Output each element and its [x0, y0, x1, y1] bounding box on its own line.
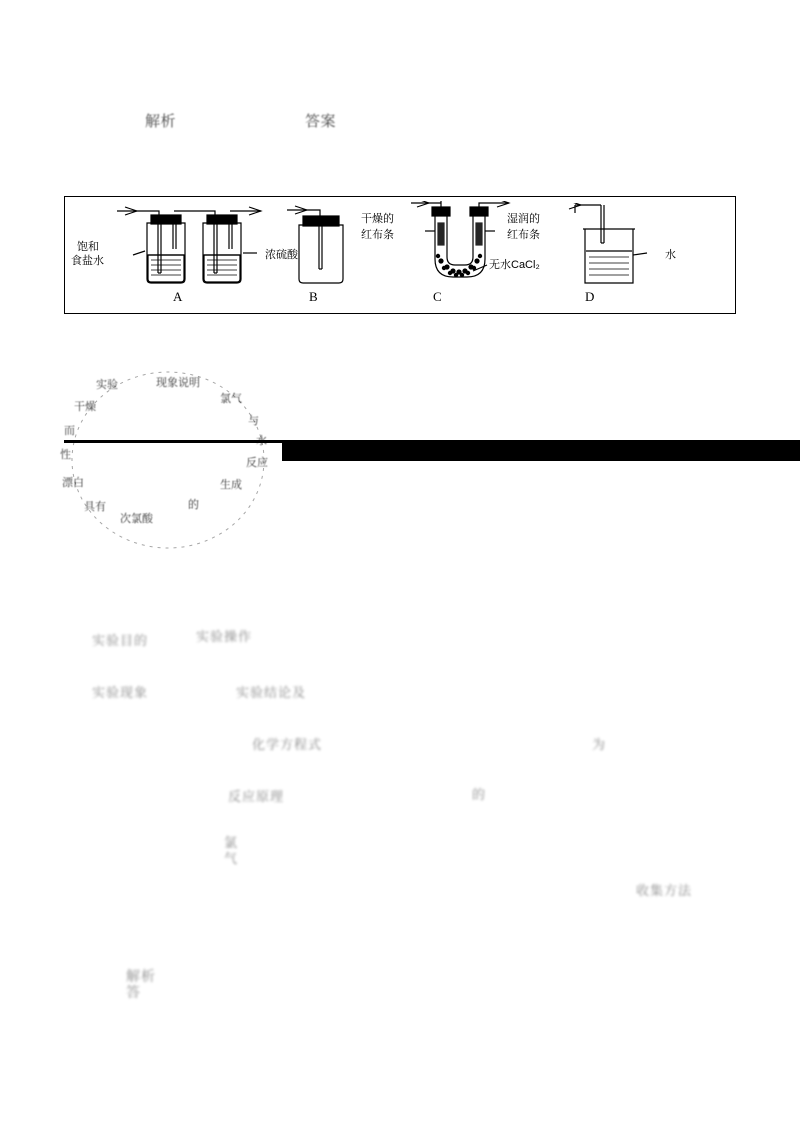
figure-letter-d: D — [585, 289, 595, 304]
body-fragment-phenomenon: 实验现象 — [92, 685, 149, 700]
device-c-drawing — [401, 201, 521, 289]
ring-fragment-12: 而 — [64, 425, 75, 437]
ring-fragment-2: 氯气 — [220, 393, 242, 405]
figure-letter-c: C — [433, 289, 442, 304]
body-fragment-de: 的 — [472, 787, 487, 802]
text-fragment-jiexi: 解析 — [145, 113, 177, 130]
device-d-drawing — [561, 203, 671, 289]
ring-fragment-9: 具有 — [84, 501, 106, 513]
body-fragment-wei: 为 — [592, 737, 607, 752]
ring-fragment-1: 现象说明 — [156, 377, 200, 389]
figure-label-anhydrous-cacl2: 无水CaCl₂ — [489, 259, 540, 271]
device-b-drawing — [281, 203, 371, 289]
ring-fragment-7: 的 — [188, 499, 199, 511]
device-a-drawing — [111, 203, 281, 289]
body-fragment-principle: 反应原理 — [228, 789, 285, 804]
ring-fragment-10: 漂白 — [62, 477, 84, 489]
figure-label-saturated-brine-2: 食盐水 — [71, 255, 104, 267]
ring-fragment-8: 次氯酸 — [120, 513, 153, 525]
body-fragment-equation: 化学方程式 — [252, 737, 323, 752]
figure-letter-a: A — [173, 289, 183, 304]
figure-letter-b: B — [309, 289, 318, 304]
ring-fragment-5: 反应 — [246, 457, 268, 469]
text-fragment-daan: 答案 — [305, 113, 337, 130]
ring-fragment-13: 干燥 — [74, 401, 96, 413]
figure-label-water: 水 — [665, 249, 676, 261]
body-fragment-collection: 收集方法 — [636, 883, 693, 898]
body-fragment-chlorine-2: 气 — [224, 851, 239, 866]
body-fragment-answer: 答 — [126, 984, 141, 1000]
figure-label-concentrated-sulfuric-acid: 浓硫酸 — [265, 249, 298, 261]
body-fragment-purpose: 实验目的 — [92, 633, 149, 648]
figure-label-wet-cloth-2: 红布条 — [507, 229, 540, 241]
ring-fragment-6: 生成 — [220, 479, 242, 491]
figure-label-saturated-brine-1: 饱和 — [77, 241, 99, 253]
circular-text-smudge — [60, 360, 280, 560]
horizontal-rule-2 — [282, 440, 800, 461]
body-fragment-analysis: 解析 — [126, 968, 156, 984]
apparatus-figure — [64, 196, 736, 314]
figure-label-dry-cloth-2: 红布条 — [361, 229, 394, 241]
body-fragment-chlorine-1: 氯 — [224, 835, 239, 850]
ring-fragment-0: 实验 — [96, 379, 118, 391]
figure-label-dry-cloth-1: 干燥的 — [361, 213, 394, 225]
ring-fragment-11: 性 — [60, 449, 71, 461]
ring-fragment-3: 与 — [248, 415, 259, 427]
body-fragment-conclusion: 实验结论及 — [236, 685, 307, 700]
figure-label-wet-cloth-1: 湿润的 — [507, 213, 540, 225]
body-fragment-operation: 实验操作 — [196, 629, 253, 644]
